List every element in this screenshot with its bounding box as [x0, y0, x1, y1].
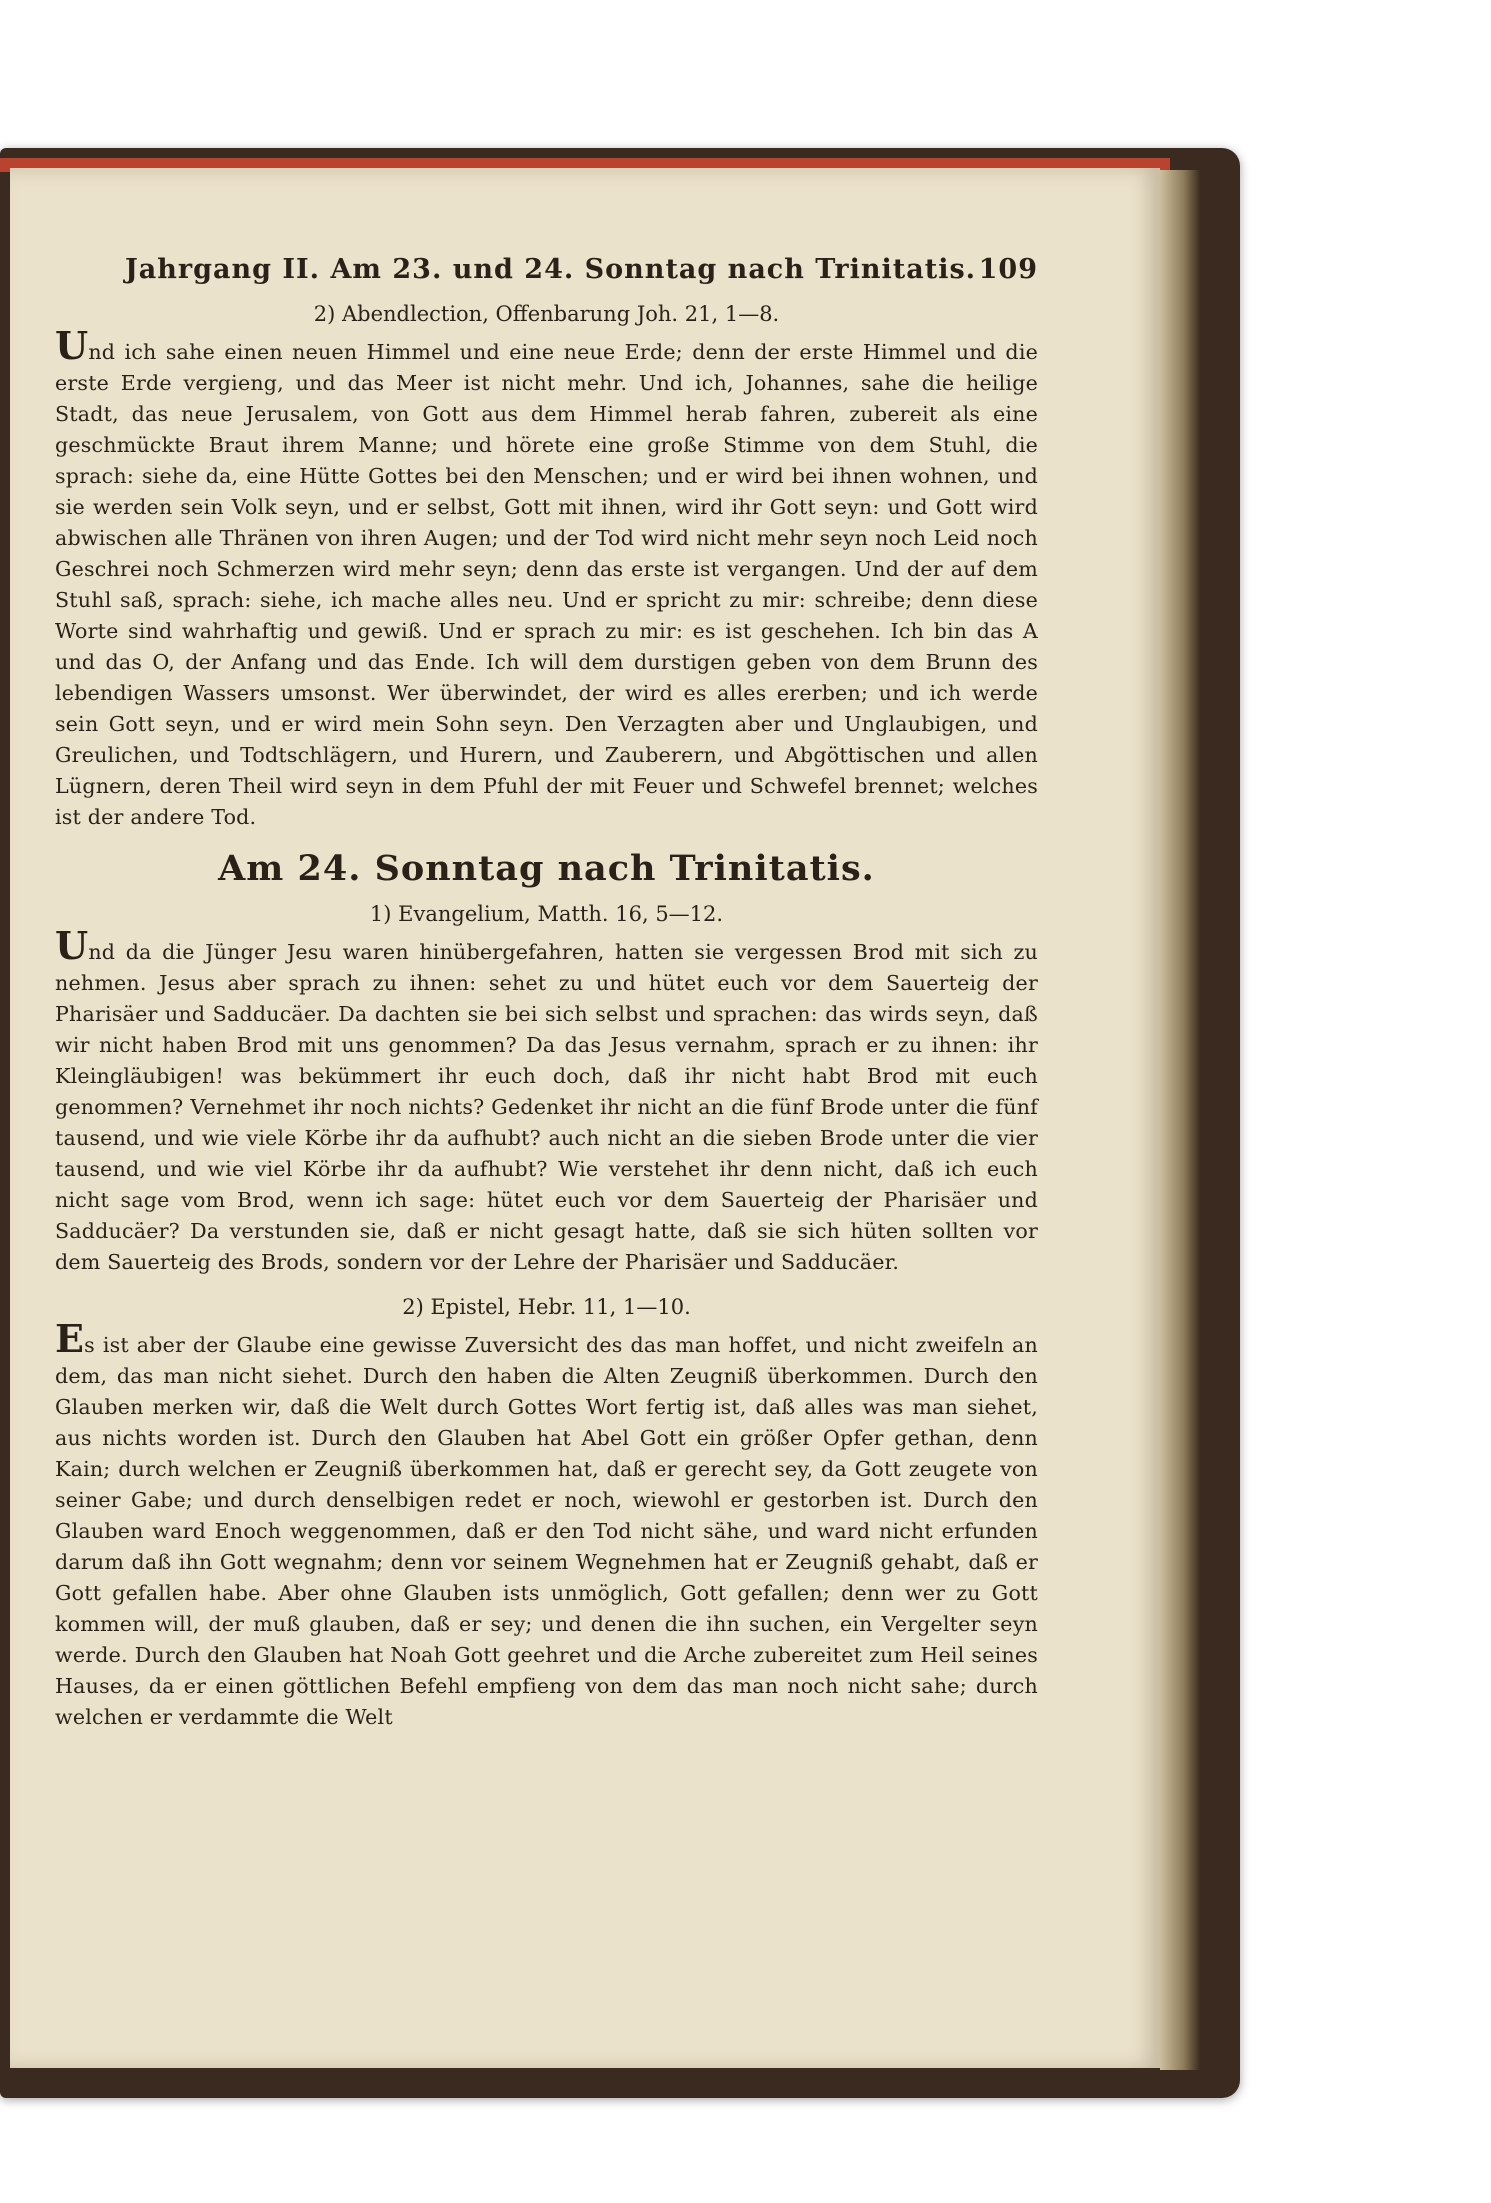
- lection-title-abendlection: 2) Abendlection, Offenbarung Joh. 21, 1—8.: [313, 302, 780, 326]
- spacer: [55, 1278, 1038, 1292]
- lection-body: nd da die Jünger Jesu waren hinübergefahren, hatten sie vergessen Brod mit sich zu nehmen. Jesus aber sprach zu ihnen: sehet zu und hütet euch vor dem Sauerteig der Pharisäer und Sadducäer. Da dachten sie bei sich selbst und sprachen: das wirds seyn, daß wir nicht haben Brod mit uns genommen? Da das Jesus vernahm, sprach er zu ihnen: ihr Kleingläubigen! was bekümmert ihr euch doch, daß ihr nicht habt Brod mit euch genommen? Vernehmet ihr noch nichts? Gedenket ihr nicht an die fünf Brode unter die fünf tausend, und wie viele Körbe ihr da aufhubt? auch nicht an die sieben Brode unter die vier tausend, und wie viel Körbe ihr da aufhubt? Wie verstehet ihr denn nicht, daß ich euch nicht sage vom Brod, wenn ich sage: hütet euch vor dem Sauerteig der Pharisäer und Sadducäer? Da verstunden sie, daß er nicht gesagt hatte, daß sie sich hüten sollten vor dem Sauerteig des Brods, sondern vor der Lehre der Pharisäer und Sadducäer.: [55, 940, 1038, 1274]
- lection-text-abendlection: [55, 323, 1038, 833]
- page-content: [55, 254, 1038, 1733]
- lection-title-epistel: 2) Epistel, Hebr. 11, 1—10.: [402, 1295, 691, 1319]
- initial-letter: U: [55, 323, 89, 368]
- lection-body: s ist aber der Glaube eine gewisse Zuversicht des das man hoffet, und nicht zweifeln an dem, das man nicht siehet. Durch den haben die Alten Zeugniß überkommen. Durch den Glauben merken wir, daß die Welt durch Gottes Wort fertig ist, daß alles was man siehet, aus nichts worden ist. Durch den Glauben hat Abel Gott ein größer Opfer gethan, denn Kain; durch welchen er Zeugniß überkommen hat, daß er gerecht sey, da Gott zeugete von seiner Gabe; und durch denselbigen redet er noch, wiewohl er gestorben ist. Durch den Glauben ward Enoch weggenommen, daß er den Tod nicht sähe, und ward nicht erfunden darum daß ihn Gott wegnahm; denn vor seinem Wegnehmen hat er Zeugniß gehabt, daß er Gott gefallen habe. Aber ohne Glauben ists unmöglich, Gott gefallen; denn wer zu Gott kommen will, der muß glauben, daß er sey; und denen die ihn suchen, ein Vergelter seyn werde. Durch den Glauben hat Noah Gott geehret und die Arche zubereitet zum Heil seines Hauses, da er einen göttlichen Befehl empfieng von dem das man noch nicht sahe; durch welchen er verdammte die Welt: [55, 1333, 1038, 1729]
- page-stack-edge: [1160, 170, 1200, 2070]
- lection-title-evangelium: 1) Evangelium, Matth. 16, 5—12.: [369, 902, 724, 926]
- lection-text-evangelium: [55, 923, 1038, 1278]
- running-title: Jahrgang II. Am 23. und 24. Sonntag nach Trinitatis.: [125, 254, 977, 285]
- running-head: [125, 254, 1038, 285]
- lection-text-epistel: [55, 1316, 1038, 1733]
- lection-body: nd ich sahe einen neuen Himmel und eine neue Erde; denn der erste Himmel und die erste Erde vergieng, und das Meer ist nicht mehr. Und ich, Johannes, sahe die heilige Stadt, das neue Jerusalem, von Gott aus dem Himmel herab fahren, zubereit als eine geschmückte Braut ihrem Manne; und hörete eine große Stimme von dem Stuhl, die sprach: siehe da, eine Hütte Gottes bei den Menschen; und er wird bei ihnen wohnen, und sie werden sein Volk seyn, und er selbst, Gott mit ihnen, wird ihr Gott seyn: und Gott wird abwischen alle Thränen von ihren Augen; und der Tod wird nicht mehr seyn noch Leid noch Geschrei noch Schmerzen wird mehr seyn; denn das erste ist vergangen. Und der auf dem Stuhl saß, sprach: siehe, ich mache alles neu. Und er spricht zu mir: schreibe; denn diese Worte sind wahrhaftig und gewiß. Und er sprach zu mir: es ist geschehen. Ich bin das A und das O, der Anfang und das Ende. Ich will dem durstigen geben von dem Brunn des lebendigen Wassers umsonst. Wer überwindet, der wird es alles ererben; und ich werde sein Gott seyn, und er wird mein Sohn seyn. Den Verzagten aber und Unglaubigen, und Greulichen, und Todtschlägern, und Hurern, und Zauberern, und Abgöttischen und allen Lügnern, deren Theil wird seyn in dem Pfuhl der mit Feuer und Schwefel brennet; welches ist der andere Tod.: [55, 340, 1038, 829]
- initial-letter: E: [55, 1316, 85, 1361]
- page-number: 109: [978, 254, 1038, 285]
- initial-letter: U: [55, 923, 89, 968]
- section-heading: Am 24. Sonntag nach Trinitatis.: [218, 848, 875, 889]
